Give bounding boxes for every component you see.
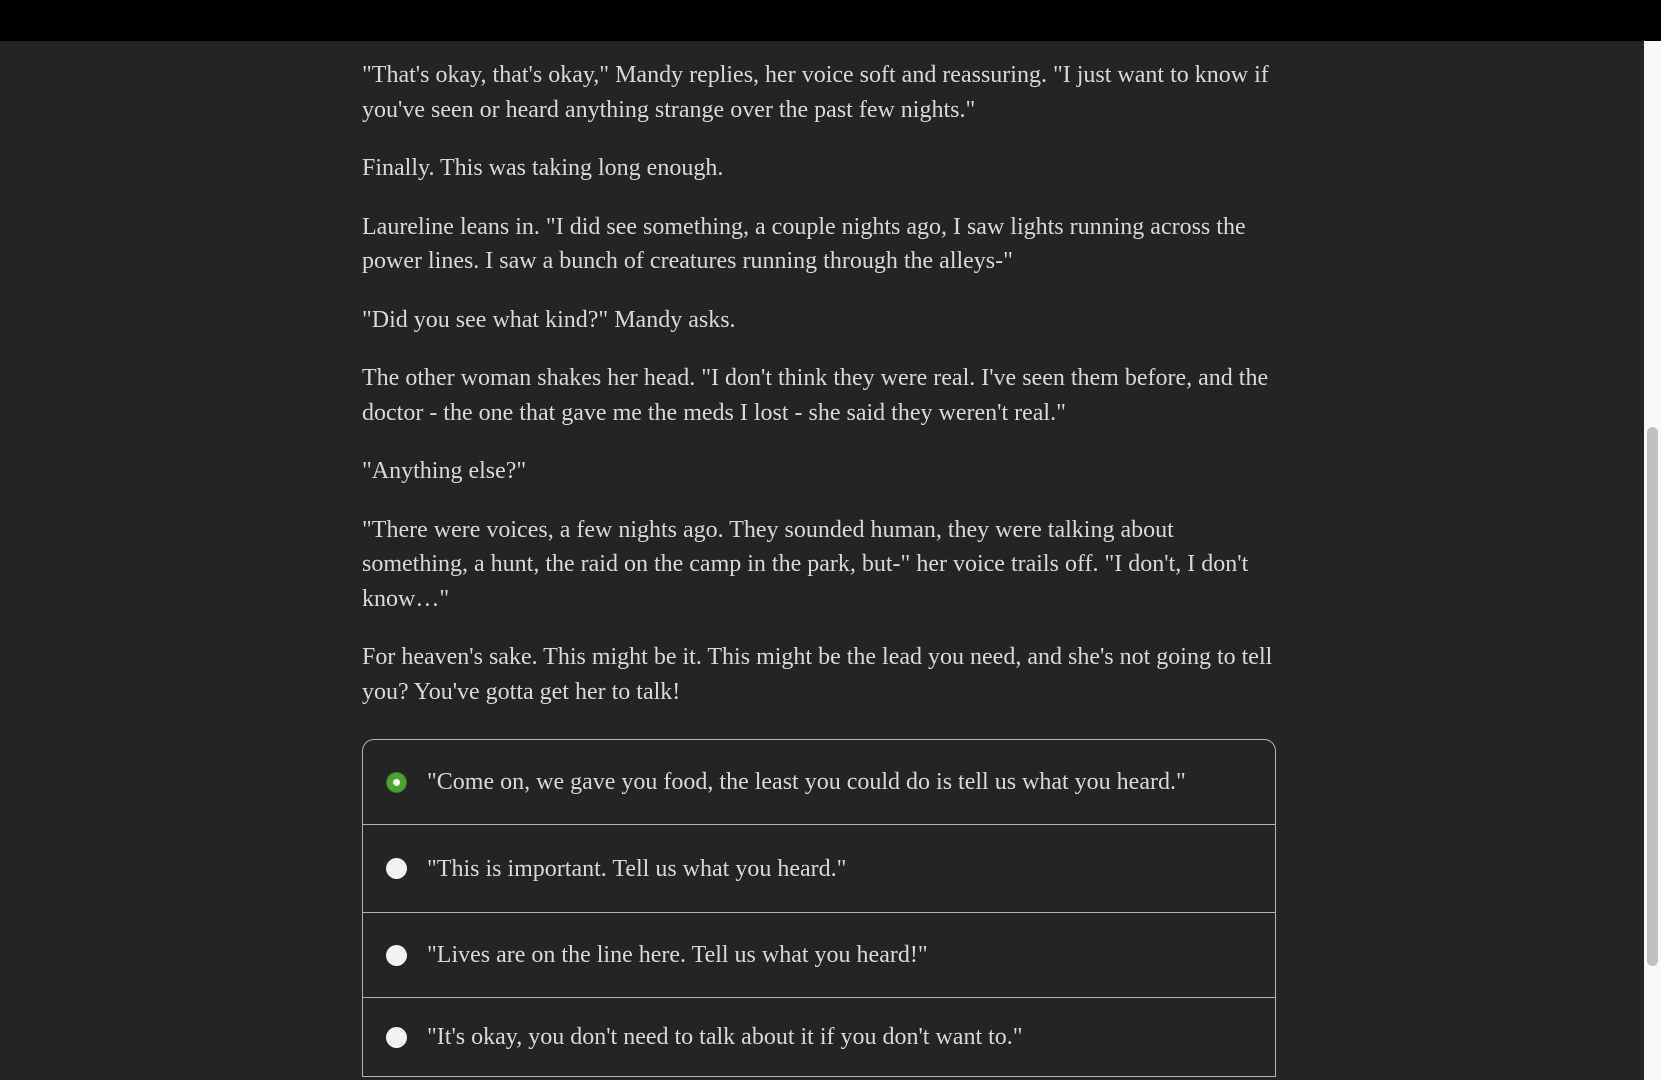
story-paragraph: The other woman shakes her head. "I don't think they were real. I've seen them before, and the doctor - the one that gave me the meds I lost - she said they weren't real." [362, 365, 1269, 426]
choice-label[interactable]: "Lives are on the line here. Tell us what you heard!" [427, 942, 928, 968]
story-text [362, 58, 1278, 709]
scrollbar-thumb[interactable] [1647, 427, 1658, 966]
radio-button-icon[interactable] [386, 858, 407, 879]
choice-label[interactable]: "Come on, we gave you food, the least you could do is tell us what you heard." [427, 769, 1186, 795]
story-paragraph: Laureline leans in. "I did see something, a couple nights ago, I saw lights running across the power lines. I saw a bunch of creatures running through the alleys-" [362, 213, 1246, 274]
scrollbar-track[interactable] [1644, 41, 1661, 1080]
story-paragraph: "Anything else?" [362, 458, 527, 484]
story-paragraph: Finally. This was taking long enough. [362, 155, 724, 181]
choice-list [362, 739, 1276, 1077]
radio-button-icon[interactable] [386, 945, 407, 966]
radio-button-icon[interactable] [386, 1027, 407, 1048]
top-bar [0, 0, 1661, 41]
choice-label[interactable]: "This is important. Tell us what you heard." [427, 855, 847, 882]
choice-option-3[interactable] [363, 912, 1275, 997]
choice-option-4[interactable] [363, 997, 1275, 1076]
radio-button-icon[interactable] [386, 772, 407, 793]
choice-label[interactable]: "It's okay, you don't need to talk about it if you don't want to." [427, 1024, 1023, 1050]
story-paragraph: "Did you see what kind?" Mandy asks. [362, 306, 736, 333]
choice-option-1[interactable] [363, 740, 1275, 824]
story-paragraph: "That's okay, that's okay," Mandy replies, her voice soft and reassuring. "I just want to know if you've seen or heard anything strange over the past few nights." [362, 62, 1269, 123]
story-paragraph: "There were voices, a few nights ago. They sounded human, they were talking about something, a hunt, the raid on the camp in the park, but-" her voice trails off. "I don't, I don't know…" [362, 516, 1249, 612]
choice-option-2[interactable] [363, 824, 1275, 912]
story-paragraph: For heaven's sake. This might be it. This might be the lead you need, and she's not going to tell you? You've gotta get her to talk! [362, 644, 1273, 705]
story-page [362, 41, 1278, 1077]
